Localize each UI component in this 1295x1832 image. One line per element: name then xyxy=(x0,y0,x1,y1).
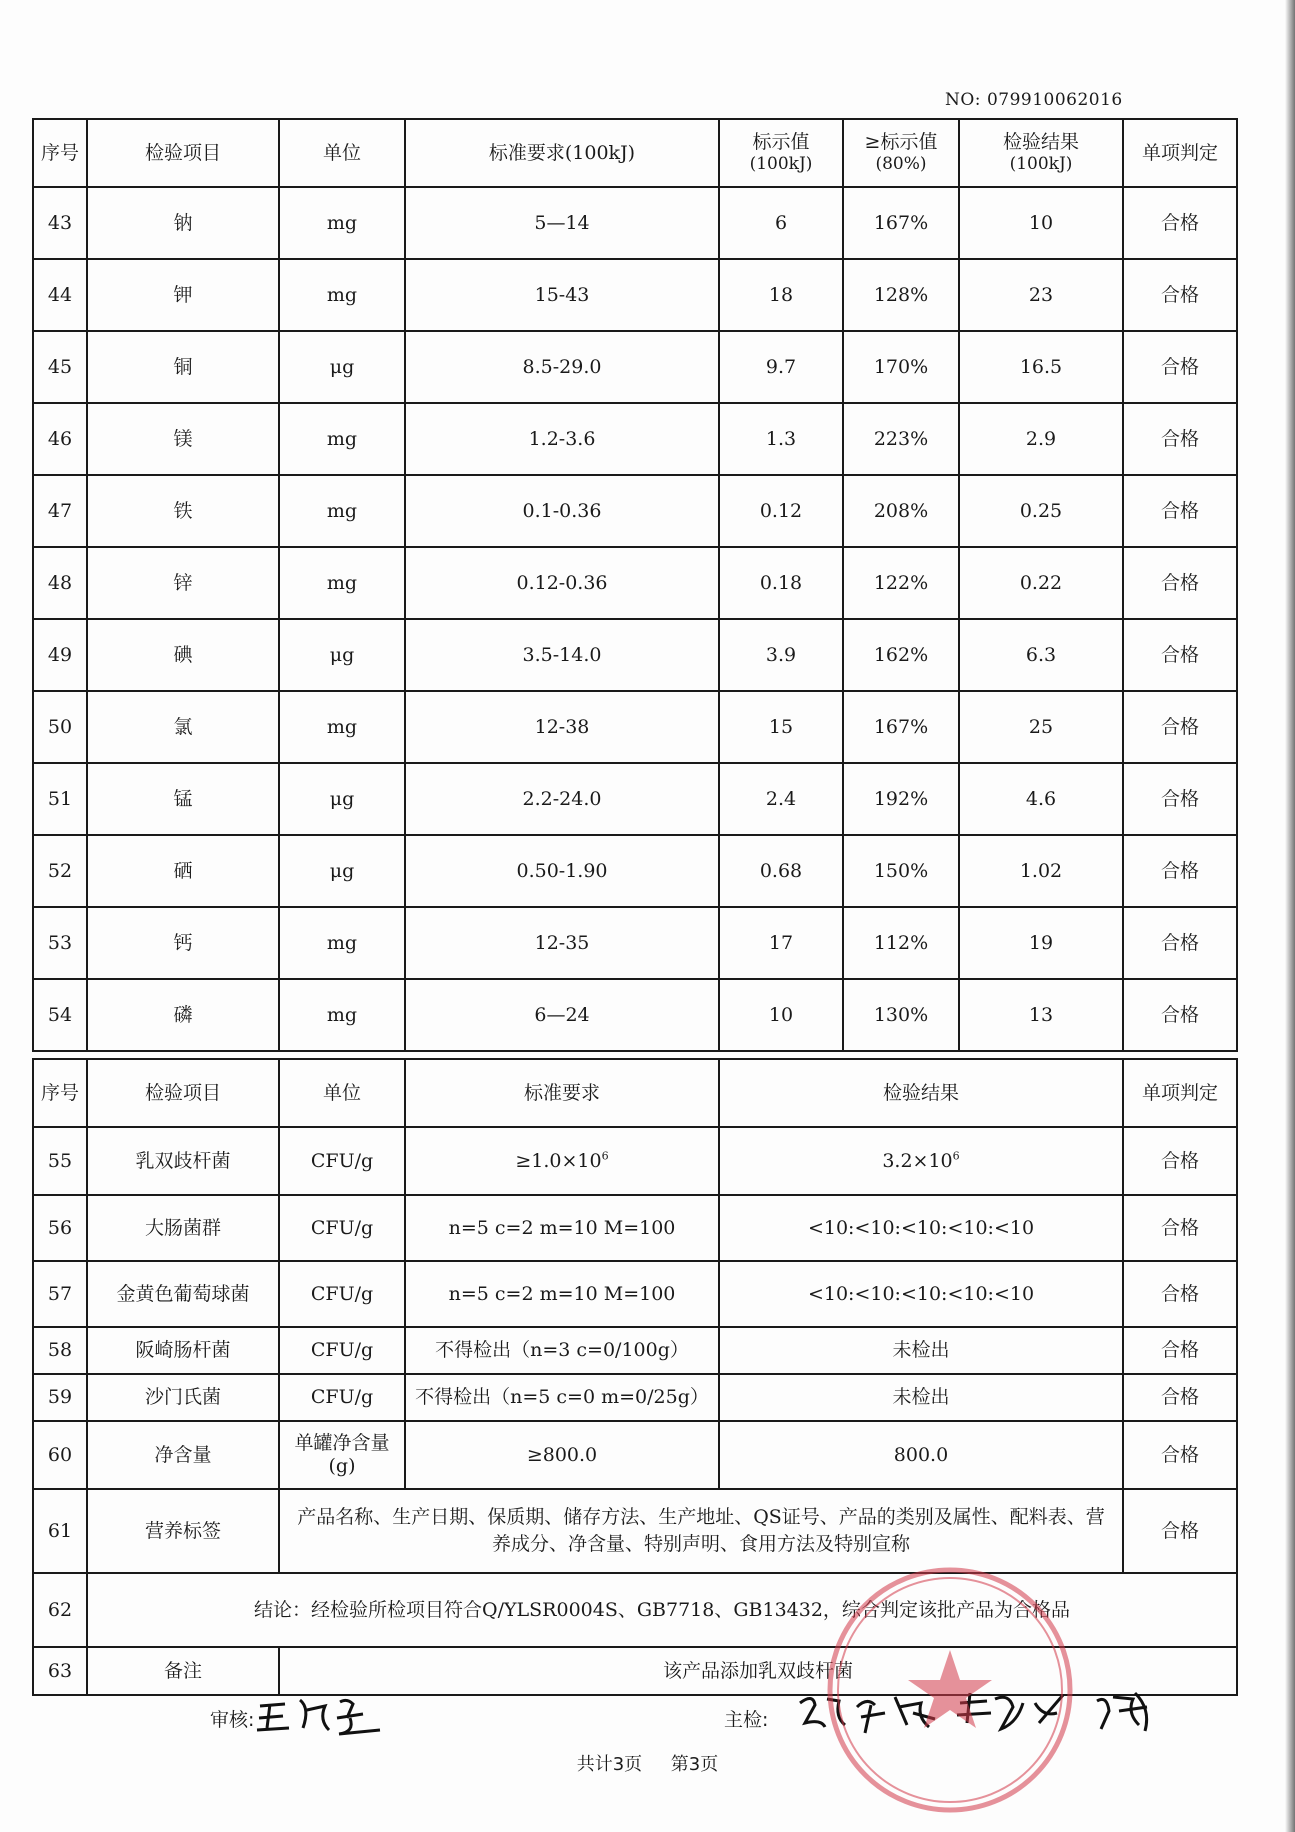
cell-result: 800.0 xyxy=(719,1421,1123,1489)
cell-seq: 59 xyxy=(33,1374,87,1421)
cell-result: <10:<10:<10:<10:<10 xyxy=(719,1261,1123,1327)
cell-unit: mg xyxy=(279,691,405,763)
cell-result: 25 xyxy=(959,691,1123,763)
cell-unit: mg xyxy=(279,475,405,547)
cell-result: <10:<10:<10:<10:<10 xyxy=(719,1195,1123,1261)
cell-unit: mg xyxy=(279,259,405,331)
cell-label-value: 10 xyxy=(719,979,843,1051)
page-footer xyxy=(0,1750,1295,1776)
cell-seq: 48 xyxy=(33,547,87,619)
cell-verdict: 合格 xyxy=(1123,475,1237,547)
cell-item: 乳双歧杆菌 xyxy=(87,1127,279,1195)
unit-l2: (g) xyxy=(328,1455,356,1477)
cell-verdict: 合格 xyxy=(1123,907,1237,979)
cell-unit: μg xyxy=(279,835,405,907)
cell-standard: n=5 c=2 m=10 M=100 xyxy=(405,1195,719,1261)
header-ge-label-l1: ≥标示值 xyxy=(864,131,938,154)
header-ge-label-l2: (80%) xyxy=(875,154,927,175)
cell-seq: 51 xyxy=(33,763,87,835)
header-item: 检验项目 xyxy=(87,119,279,187)
cell-result: 16.5 xyxy=(959,331,1123,403)
cell-verdict: 合格 xyxy=(1123,1374,1237,1421)
cell-item: 氯 xyxy=(87,691,279,763)
header-unit: 单位 xyxy=(279,119,405,187)
cell-verdict: 合格 xyxy=(1123,1489,1237,1573)
cell-seq: 56 xyxy=(33,1195,87,1261)
cell-standard: 2.2-24.0 xyxy=(405,763,719,835)
table-row xyxy=(33,1195,1237,1261)
cell-seq: 52 xyxy=(33,835,87,907)
cell-result: 19 xyxy=(959,907,1123,979)
cell-result: 1.02 xyxy=(959,835,1123,907)
cell-standard xyxy=(405,1127,719,1195)
std-exp: 6 xyxy=(601,1149,609,1163)
cell-unit: CFU/g xyxy=(279,1127,405,1195)
cell-standard: 0.12-0.36 xyxy=(405,547,719,619)
cell-item: 镁 xyxy=(87,403,279,475)
cell-label-value: 17 xyxy=(719,907,843,979)
table-row xyxy=(33,187,1237,259)
cell-label-value: 9.7 xyxy=(719,331,843,403)
cell-label-value: 0.12 xyxy=(719,475,843,547)
header-label-value xyxy=(719,119,843,187)
std-base: ≥1.0×10 xyxy=(515,1149,602,1172)
cell-ge-label: 208% xyxy=(843,475,959,547)
cell-standard: 1.2-3.6 xyxy=(405,403,719,475)
cell-ge-label: 162% xyxy=(843,619,959,691)
cell-seq: 47 xyxy=(33,475,87,547)
cell-verdict: 合格 xyxy=(1123,403,1237,475)
official-seal xyxy=(820,1560,1080,1820)
header-seq: 序号 xyxy=(33,1059,87,1127)
table-header-row xyxy=(33,119,1237,187)
cell-unit: CFU/g xyxy=(279,1374,405,1421)
cell-standard: 6—24 xyxy=(405,979,719,1051)
cell-seq: 50 xyxy=(33,691,87,763)
cell-unit: mg xyxy=(279,979,405,1051)
cell-unit: CFU/g xyxy=(279,1195,405,1261)
header-label-value-l2: (100kJ) xyxy=(749,154,813,175)
cell-result: 6.3 xyxy=(959,619,1123,691)
cell-ge-label: 223% xyxy=(843,403,959,475)
header-verdict: 单项判定 xyxy=(1123,1059,1237,1127)
cell-verdict: 合格 xyxy=(1123,1327,1237,1374)
report-number: NO: 079910062016 xyxy=(945,90,1123,110)
cell-label-value: 2.4 xyxy=(719,763,843,835)
cell-seq: 62 xyxy=(33,1573,87,1647)
cell-standard: n=5 c=2 m=10 M=100 xyxy=(405,1261,719,1327)
reviewer-signature xyxy=(255,1688,395,1738)
total-pages: 共计3页 xyxy=(576,1754,643,1775)
header-result-l1: 检验结果 xyxy=(1002,131,1079,154)
table-row xyxy=(33,979,1237,1051)
cell-unit: μg xyxy=(279,763,405,835)
header-standard: 标准要求(100kJ) xyxy=(405,119,719,187)
cell-seq: 46 xyxy=(33,403,87,475)
cell-result: 0.22 xyxy=(959,547,1123,619)
reviewer-label: 审核: xyxy=(210,1709,255,1731)
table-row xyxy=(33,691,1237,763)
cell-item: 阪崎肠杆菌 xyxy=(87,1327,279,1374)
cell-unit: CFU/g xyxy=(279,1327,405,1374)
header-label-value-l1: 标示值 xyxy=(752,131,810,154)
remark-text: 该产品添加乳双歧杆菌 xyxy=(279,1647,1237,1695)
cell-seq: 55 xyxy=(33,1127,87,1195)
cell-label-value: 3.9 xyxy=(719,619,843,691)
cell-verdict: 合格 xyxy=(1123,835,1237,907)
cell-unit: mg xyxy=(279,403,405,475)
cell-unit xyxy=(279,1421,405,1489)
cell-ge-label: 192% xyxy=(843,763,959,835)
cell-item: 金黄色葡萄球菌 xyxy=(87,1261,279,1327)
table-row xyxy=(33,1421,1237,1489)
cell-item: 碘 xyxy=(87,619,279,691)
cell-standard: 不得检出（n=3 c=0/100g） xyxy=(405,1327,719,1374)
cell-standard: 不得检出（n=5 c=0 m=0/25g） xyxy=(405,1374,719,1421)
cell-verdict: 合格 xyxy=(1123,331,1237,403)
cell-unit: mg xyxy=(279,187,405,259)
cell-result: 0.25 xyxy=(959,475,1123,547)
nutrient-rows xyxy=(33,187,1237,1051)
header-result: 检验结果 xyxy=(719,1059,1123,1127)
cell-standard: 3.5-14.0 xyxy=(405,619,719,691)
header-result xyxy=(959,119,1123,187)
cell-result: 4.6 xyxy=(959,763,1123,835)
cell-label-content: 产品名称、生产日期、保质期、储存方法、生产地址、QS证号、产品的类别及属性、配料表、营养成分、净含量、特别声明、食用方法及特别宣称 xyxy=(279,1489,1123,1573)
cell-result: 2.9 xyxy=(959,403,1123,475)
cell-unit: μg xyxy=(279,331,405,403)
table-row xyxy=(33,907,1237,979)
cell-unit: μg xyxy=(279,619,405,691)
cell-ge-label: 122% xyxy=(843,547,959,619)
nutrient-table xyxy=(32,118,1238,1052)
remark-label: 备注 xyxy=(87,1647,279,1695)
cell-result: 未检出 xyxy=(719,1374,1123,1421)
cell-ge-label: 167% xyxy=(843,187,959,259)
current-page: 第3页 xyxy=(670,1754,719,1775)
cell-item: 铁 xyxy=(87,475,279,547)
page-edge-shadow xyxy=(1285,0,1295,1832)
cell-standard: 15-43 xyxy=(405,259,719,331)
cell-standard: 0.50-1.90 xyxy=(405,835,719,907)
cell-ge-label: 112% xyxy=(843,907,959,979)
cell-item: 铜 xyxy=(87,331,279,403)
table-row xyxy=(33,331,1237,403)
cell-standard: 12-38 xyxy=(405,691,719,763)
table-row xyxy=(33,1261,1237,1327)
table-row xyxy=(33,1127,1237,1195)
cell-standard: 12-35 xyxy=(405,907,719,979)
cell-item: 锰 xyxy=(87,763,279,835)
cell-seq: 44 xyxy=(33,259,87,331)
cell-result: 13 xyxy=(959,979,1123,1051)
cell-unit: mg xyxy=(279,907,405,979)
table-row xyxy=(33,1374,1237,1421)
header-result-l2: (100kJ) xyxy=(1009,154,1073,175)
cell-verdict: 合格 xyxy=(1123,691,1237,763)
table-row xyxy=(33,403,1237,475)
cell-verdict: 合格 xyxy=(1123,1421,1237,1489)
table-header-row xyxy=(33,1059,1237,1127)
table-row xyxy=(33,547,1237,619)
cell-verdict: 合格 xyxy=(1123,1261,1237,1327)
cell-seq: 58 xyxy=(33,1327,87,1374)
table-row xyxy=(33,1327,1237,1374)
cell-item: 钙 xyxy=(87,907,279,979)
cell-item: 净含量 xyxy=(87,1421,279,1489)
cell-verdict: 合格 xyxy=(1123,547,1237,619)
cell-seq: 54 xyxy=(33,979,87,1051)
unit-l1: 单罐净含量 xyxy=(294,1432,390,1455)
cell-ge-label: 150% xyxy=(843,835,959,907)
cell-seq: 63 xyxy=(33,1647,87,1695)
cell-item: 磷 xyxy=(87,979,279,1051)
cell-item: 硒 xyxy=(87,835,279,907)
cell-seq: 53 xyxy=(33,907,87,979)
cell-ge-label: 128% xyxy=(843,259,959,331)
cell-seq: 61 xyxy=(33,1489,87,1573)
header-ge-label xyxy=(843,119,959,187)
table-row xyxy=(33,259,1237,331)
cell-item: 营养标签 xyxy=(87,1489,279,1573)
cell-seq: 43 xyxy=(33,187,87,259)
cell-item: 钾 xyxy=(87,259,279,331)
cell-standard: ≥800.0 xyxy=(405,1421,719,1489)
cell-verdict: 合格 xyxy=(1123,1127,1237,1195)
cell-verdict: 合格 xyxy=(1123,1195,1237,1261)
header-item: 检验项目 xyxy=(87,1059,279,1127)
res-base: 3.2×10 xyxy=(882,1149,953,1172)
header-verdict: 单项判定 xyxy=(1123,119,1237,187)
header-standard: 标准要求 xyxy=(405,1059,719,1127)
table-row xyxy=(33,475,1237,547)
cell-result: 10 xyxy=(959,187,1123,259)
cell-result: 未检出 xyxy=(719,1327,1123,1374)
cell-unit: mg xyxy=(279,547,405,619)
cell-result: 23 xyxy=(959,259,1123,331)
table-row xyxy=(33,763,1237,835)
res-exp: 6 xyxy=(952,1149,960,1163)
cell-standard: 5—14 xyxy=(405,187,719,259)
cell-seq: 60 xyxy=(33,1421,87,1489)
cell-unit: CFU/g xyxy=(279,1261,405,1327)
table-row xyxy=(33,619,1237,691)
cell-seq: 45 xyxy=(33,331,87,403)
cell-item: 钠 xyxy=(87,187,279,259)
cell-standard: 8.5-29.0 xyxy=(405,331,719,403)
cell-result xyxy=(719,1127,1123,1195)
cell-label-value: 1.3 xyxy=(719,403,843,475)
header-unit: 单位 xyxy=(279,1059,405,1127)
cell-label-value: 15 xyxy=(719,691,843,763)
cell-standard: 0.1-0.36 xyxy=(405,475,719,547)
cell-label-value: 0.18 xyxy=(719,547,843,619)
cell-verdict: 合格 xyxy=(1123,763,1237,835)
cell-ge-label: 170% xyxy=(843,331,959,403)
header-seq: 序号 xyxy=(33,119,87,187)
cell-label-value: 0.68 xyxy=(719,835,843,907)
table-row xyxy=(33,835,1237,907)
cell-label-value: 6 xyxy=(719,187,843,259)
cell-verdict: 合格 xyxy=(1123,187,1237,259)
inspector-label: 主检: xyxy=(724,1709,769,1731)
cell-item: 锌 xyxy=(87,547,279,619)
conclusion-text: 结论：经检验所检项目符合Q/YLSR0004S、GB7718、GB13432，综合判定该批产品为合格品 xyxy=(87,1573,1237,1647)
cell-verdict: 合格 xyxy=(1123,979,1237,1051)
cell-ge-label: 167% xyxy=(843,691,959,763)
cell-seq: 49 xyxy=(33,619,87,691)
cell-verdict: 合格 xyxy=(1123,259,1237,331)
cell-label-value: 18 xyxy=(719,259,843,331)
cell-seq: 57 xyxy=(33,1261,87,1327)
cell-verdict: 合格 xyxy=(1123,619,1237,691)
cell-item: 大肠菌群 xyxy=(87,1195,279,1261)
cell-ge-label: 130% xyxy=(843,979,959,1051)
cell-item: 沙门氏菌 xyxy=(87,1374,279,1421)
